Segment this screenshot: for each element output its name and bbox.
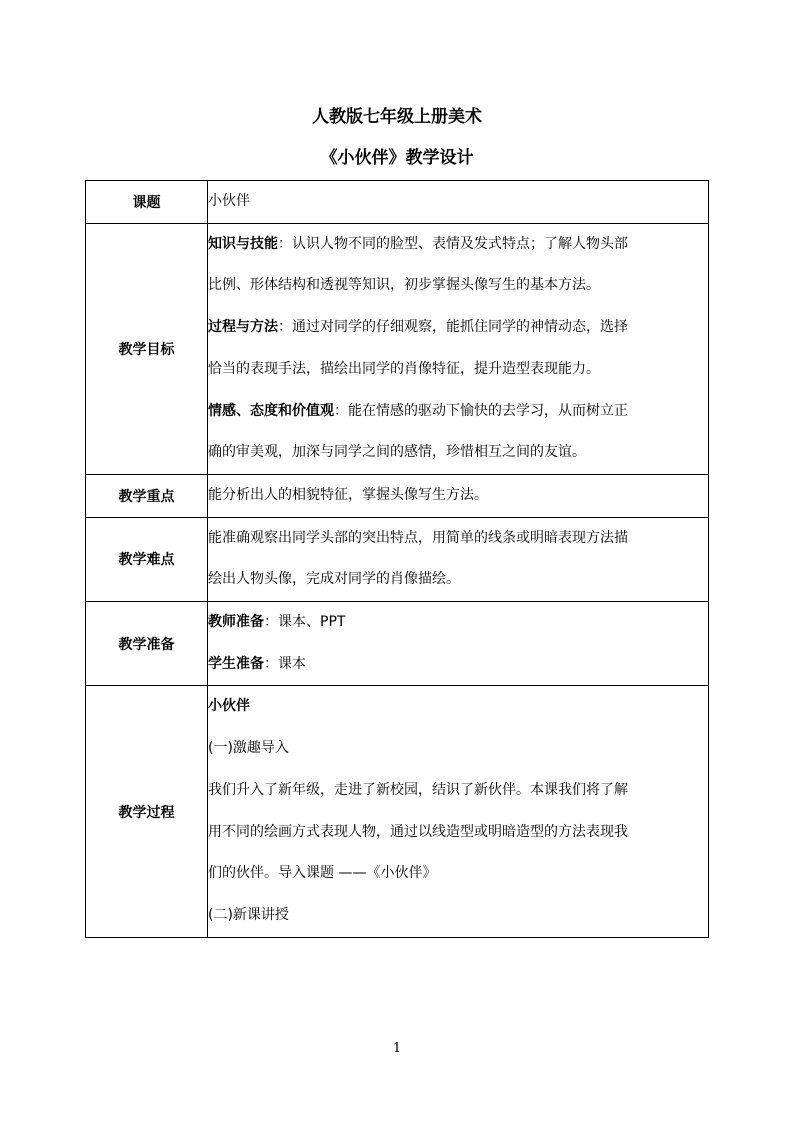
content-line: [208, 853, 708, 895]
line-heading: 知识与技能: [208, 235, 278, 252]
document-subtitle: 《小伙伴》教学设计: [320, 148, 474, 168]
line-text: 小伙伴: [208, 193, 250, 209]
line-text: 确的审美观，加深与同学之间的感情，珍惜相互之间的友谊。: [208, 444, 586, 461]
content-line: [208, 265, 708, 307]
row-content: [208, 686, 709, 937]
document-title: 人教版七年级上册美术: [312, 107, 482, 127]
row-process: [86, 686, 709, 937]
content-line: [208, 770, 708, 812]
line-heading: 过程与方法: [208, 319, 278, 336]
content-line: [208, 895, 708, 937]
line-text: 用不同的绘画方式表现人物，通过以线造型或明暗造型的方法表现我: [208, 823, 628, 840]
content-line: [208, 812, 708, 854]
line-heading: 小伙伴: [208, 698, 250, 715]
row-label: 教学难点: [86, 517, 208, 601]
row-label: 教学准备: [86, 602, 208, 686]
lesson-plan-table: [85, 180, 709, 938]
line-text: 我们升入了新年级，走进了新校园，结识了新伙伴。本课我们将了解: [208, 781, 628, 798]
row-content: [208, 474, 709, 517]
content-line: [208, 644, 708, 686]
row-content: [208, 181, 709, 224]
row-content: [208, 517, 709, 601]
content-line: [208, 686, 708, 728]
content-line: [208, 559, 708, 601]
line-text: 们的伙伴。导入课题 ——《小伙伴》: [208, 865, 437, 882]
row-label: 教学过程: [86, 686, 208, 937]
line-text: 比例、形体结构和透视等知识，初步掌握头像写生的基本方法。: [208, 277, 600, 294]
row-content: [208, 223, 709, 474]
content-line: [208, 602, 708, 644]
line-heading: 情感、态度和价值观: [208, 402, 334, 419]
row-label: 教学重点: [86, 474, 208, 517]
row-content: [208, 602, 709, 686]
line-text: ：能在情感的驱动下愉快的去学习，从而树立正: [334, 402, 628, 419]
content-line: [208, 728, 708, 770]
line-text: ：通过对同学的仔细观察，能抓住同学的神情动态，选择: [278, 319, 628, 336]
row-label: 教学目标: [86, 223, 208, 474]
row-difficulties: [86, 517, 709, 601]
content-line: [208, 224, 708, 266]
row-objectives: [86, 223, 709, 474]
content-line: [208, 349, 708, 391]
content-line: [208, 391, 708, 433]
content-line: [208, 475, 708, 517]
line-text: (一)激趣导入: [208, 740, 289, 757]
line-text: (二)新课讲授: [208, 906, 289, 923]
content-line: [208, 432, 708, 474]
content-line: [208, 181, 708, 223]
line-text: ：认识人物不同的脸型、表情及发式特点；了解人物头部: [278, 235, 628, 252]
line-text: 能准确观察出同学头部的突出特点，用简单的线条或明暗表现方法描: [208, 529, 628, 546]
line-heading: 学生准备: [208, 655, 264, 672]
line-text: 能分析出人的相貌特征，掌握头像写生方法。: [208, 486, 488, 503]
line-text: 恰当的表现手法，描绘出同学的肖像特征，提升造型表现能力。: [208, 360, 600, 377]
row-label: 课题: [86, 181, 208, 224]
row-preparation: [86, 602, 709, 686]
page-number: 1: [392, 1041, 402, 1056]
line-heading: 教师准备: [208, 614, 264, 631]
line-text: ：课本: [264, 655, 306, 672]
row-key-points: [86, 474, 709, 517]
line-text: 绘出人物头像，完成对同学的肖像描绘。: [208, 571, 460, 588]
content-line: [208, 307, 708, 349]
line-text: ：课本、PPT: [264, 614, 346, 631]
content-line: [208, 518, 708, 560]
row-topic: [86, 181, 709, 224]
